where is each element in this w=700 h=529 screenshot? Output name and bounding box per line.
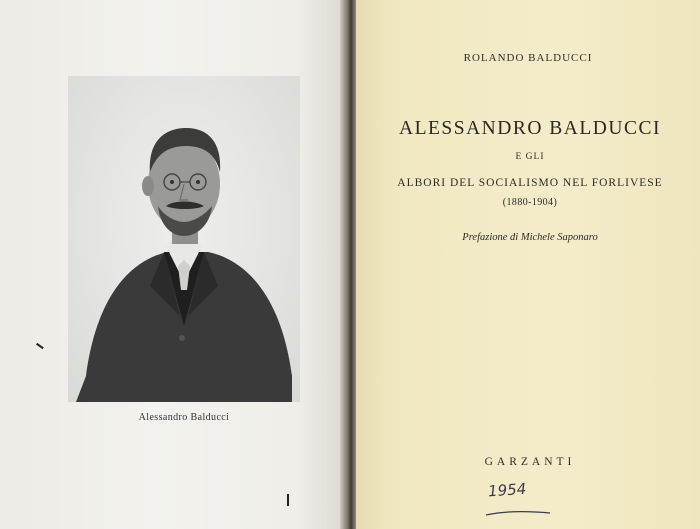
book-subtitle: ALBORI DEL SOCIALISMO NEL FORLIVESE	[397, 177, 663, 189]
right-page	[356, 0, 700, 529]
preface-credit: Prefazione di Michele Saponaro	[462, 232, 598, 243]
photo-caption: Alessandro Balducci	[138, 412, 230, 423]
handwritten-underline	[484, 508, 552, 518]
publisher-name: GARZANTI	[484, 456, 576, 468]
title-conjunction: E GLI	[515, 152, 545, 162]
portrait-illustration	[68, 76, 300, 402]
book-title: ALESSANDRO BALDUCCI	[399, 118, 661, 139]
page-speck	[287, 494, 289, 506]
author-name: ROLANDO BALDUCCI	[463, 52, 593, 64]
date-range: (1880-1904)	[502, 197, 558, 208]
portrait-photo	[68, 76, 300, 402]
handwritten-year: 1954	[487, 479, 527, 501]
